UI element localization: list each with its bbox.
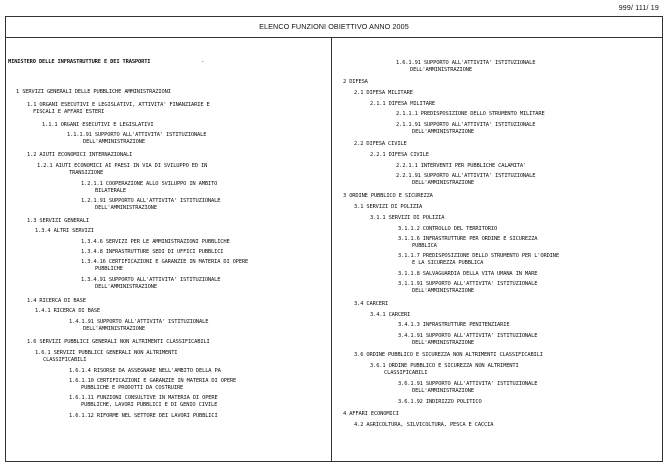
list-item: DELL'AMMINISTRAZIONE bbox=[412, 180, 474, 186]
list-item: CLASSIFICABILI bbox=[43, 357, 87, 363]
list-item: 4 AFFARI ECONOMICI bbox=[343, 411, 399, 417]
left-column bbox=[5, 38, 331, 462]
list-item: 1.4 RICERCA DI BASE bbox=[27, 298, 86, 304]
ministry-heading: MINISTERO DELLE INFRASTRUTTURE E DEI TRASPORTI bbox=[8, 59, 151, 65]
list-item: DELL'AMMINISTRAZIONE bbox=[95, 284, 157, 290]
list-item: 2.2.1.91 SUPPORTO ALL'ATTIVITA' ISTITUZIONALE bbox=[396, 173, 536, 179]
list-item: 1.2 AIUTI ECONOMICI INTERNAZIONALI bbox=[27, 152, 133, 158]
list-item: 3.1.1.7 PREDISPOSIZIONE DELLO STRUMENTO PER L'ORDINE bbox=[398, 253, 559, 259]
list-item: 1.1.1 ORGANI ESECUTIVI E LEGISLATIVI bbox=[42, 122, 154, 128]
list-item: DELL'AMMINISTRAZIONE bbox=[83, 139, 145, 145]
list-item: 2.1 DIFESA MILITARE bbox=[354, 90, 413, 96]
list-item: 3.6.1.92 INDIRIZZO POLITICO bbox=[398, 399, 482, 405]
list-item: 1.1 ORGANI ESECUTIVI E LEGISLATIVI, ATTIVITA' FINANZIARIE E bbox=[27, 102, 210, 108]
list-item: 1.4.1.91 SUPPORTO ALL'ATTIVITA' ISTITUZIONALE bbox=[69, 319, 209, 325]
list-item: BILATERALE bbox=[95, 188, 126, 194]
list-item: 3.6.1.91 SUPPORTO ALL'ATTIVITA' ISTITUZIONALE bbox=[398, 381, 538, 387]
list-item: 3.1 SERVIZI DI POLIZIA bbox=[354, 204, 423, 210]
list-item: 1.3.4 ALTRI SERVIZI bbox=[35, 228, 94, 234]
list-item: 3.4.1.3 INFRASTRUTTURE PENITENZIARIE bbox=[398, 322, 510, 328]
list-item: 1.3.4.6 SERVIZI PER LE AMMINISTRAZIONI PUBBLICHE bbox=[81, 239, 230, 245]
list-item: PUBBLICHE bbox=[95, 266, 123, 272]
list-item: DELL'AMMINISTRAZIONE bbox=[412, 340, 474, 346]
list-item: 1.6.1.11 FUNZIONI CONSULTIVE IN MATERIA DI OPERE bbox=[69, 395, 218, 401]
list-item: 3.1.1.2 CONTROLLO DEL TERRITORIO bbox=[398, 226, 498, 232]
list-item: 3.6.1 ORDINE PUBBLICO E SICUREZZA NON ALTRIMENTI bbox=[370, 363, 519, 369]
list-item: 1.6.1.12 RIFORME NEL SETTORE DEI LAVORI PUBBLICI bbox=[69, 413, 218, 419]
list-item: 1.3 SERVIZI GENERALI bbox=[27, 218, 89, 224]
list-item: 1.3.4.16 CERTIFICAZIONI E GARANZIE IN MATERIA DI OPERE bbox=[81, 259, 249, 265]
list-item: 2.2.1 DIFESA CIVILE bbox=[370, 152, 429, 158]
list-item: DELL'AMMINISTRAZIONE bbox=[410, 67, 472, 73]
list-item: 3.4 CARCERI bbox=[354, 301, 389, 307]
list-item: 3 ORDINE PUBBLICO E SICUREZZA bbox=[343, 193, 433, 199]
list-item: PUBBLICHE, LAVORI PUBBLICI E DI GENIO CIVILE bbox=[81, 402, 218, 408]
right-column bbox=[332, 38, 663, 462]
document-title: ELENCO FUNZIONI OBIETTIVO ANNO 2005 bbox=[5, 16, 663, 38]
list-item: 3.1.1.6 INFRASTRUTTURE PER ORDINE E SICUREZZA bbox=[398, 236, 538, 242]
list-item: 2.1.1.1 PREDISPOSIZIONE DELLO STRUMENTO MILITARE bbox=[396, 111, 545, 117]
list-item: 1.6.1.4 RISORSE DA ASSEGNARE NELL'AMBITO DELLA PA bbox=[69, 368, 221, 374]
list-item: PUBBLICA bbox=[412, 243, 437, 249]
list-item: 2.2 DIFESA CIVILE bbox=[354, 141, 407, 147]
list-item: 3.4.1 CARCERI bbox=[370, 312, 411, 318]
list-item: DELL'AMMINISTRAZIONE bbox=[412, 129, 474, 135]
list-item: PUBBLICHE E PRODOTTI DA COSTRUIRE bbox=[81, 385, 184, 391]
list-item: E LA SICUREZZA PUBBLICA bbox=[412, 260, 484, 266]
list-item: 1.1.1.91 SUPPORTO ALL'ATTIVITA' ISTITUZIONALE bbox=[67, 132, 207, 138]
list-item: DELL'AMMINISTRAZIONE bbox=[95, 205, 157, 211]
list-item: 1.4.1 RICERCA DI BASE bbox=[35, 308, 101, 314]
list-item: 1.2.1 AIUTI ECONOMICI AI PAESI IN VIA DI SVILUPPO ED IN bbox=[37, 163, 208, 169]
list-item: 2.1.1.91 SUPPORTO ALL'ATTIVITA' ISTITUZIONALE bbox=[396, 122, 536, 128]
list-item: FISCALI E AFFARI ESTERI bbox=[33, 109, 105, 115]
list-item: 3.1.1 SERVIZI DI POLIZIA bbox=[370, 215, 445, 221]
list-item: DELL'AMMINISTRAZIONE bbox=[83, 326, 145, 332]
list-item: 1.6.1.10 CERTIFICAZIONI E GARANZIE IN MATERIA DI OPERE bbox=[69, 378, 237, 384]
list-item: TRANSIZIONE bbox=[69, 170, 104, 176]
list-item: 1.3.4.8 INFRASTRUTTURE SEDI DI UFFICI PUBBLICI bbox=[81, 249, 224, 255]
list-item: 1.3.4.91 SUPPORTO ALL'ATTIVITA' ISTITUZIONALE bbox=[81, 277, 221, 283]
list-item: CLASSIFICABILI bbox=[384, 370, 428, 376]
list-item: 1.6 SERVIZI PUBBLICI GENERALI NON ALTRIMENTI CLASSIFICABILI bbox=[27, 339, 210, 345]
list-item: DELL'AMMINISTRAZIONE bbox=[412, 388, 474, 394]
list-item: 1.6.1 SERVIZI PUBBLICI GENERALI NON ALTRIMENTI bbox=[35, 350, 178, 356]
ministry-mark: - bbox=[201, 59, 205, 65]
list-item: 4.2 AGRICOLTURA, SILVICOLTURA, PESCA E CACCIA bbox=[354, 422, 494, 428]
list-item: 1 SERVIZI GENERALI DELLE PUBBLICHE AMMINISTRAZIONI bbox=[16, 89, 171, 95]
list-item: 3.1.1.91 SUPPORTO ALL'ATTIVITA' ISTITUZIONALE bbox=[398, 281, 538, 287]
list-item: 1.6.1.91 SUPPORTO ALL'ATTIVITA' ISTITUZIONALE bbox=[396, 60, 536, 66]
list-item: DELL'AMMINISTRAZIONE bbox=[412, 288, 474, 294]
list-item: 1.2.1.91 SUPPORTO ALL'ATTIVITA' ISTITUZIONALE bbox=[81, 198, 221, 204]
list-item: 3.1.1.8 SALVAGUARDIA DELLA VITA UMANA IN MARE bbox=[398, 271, 538, 277]
list-item: 3.4.1.91 SUPPORTO ALL'ATTIVITA' ISTITUZIONALE bbox=[398, 333, 538, 339]
list-item: 2.1.1 DIFESA MILITARE bbox=[370, 101, 436, 107]
list-item: 2 DIFESA bbox=[343, 79, 368, 85]
list-item: 1.2.1.1 COOPERAZIONE ALLO SVILUPPO IN AMBITO bbox=[81, 181, 218, 187]
page-reference: 999/ 111/ 19 bbox=[618, 5, 659, 12]
list-item: 2.2.1.1 INTERVENTI PER PUBBLICHE CALAMITA' bbox=[396, 163, 527, 169]
list-item: 3.6 ORDINE PUBBLICO E SICUREZZA NON ALTRIMENTI CLASSIFICABILI bbox=[354, 352, 543, 358]
